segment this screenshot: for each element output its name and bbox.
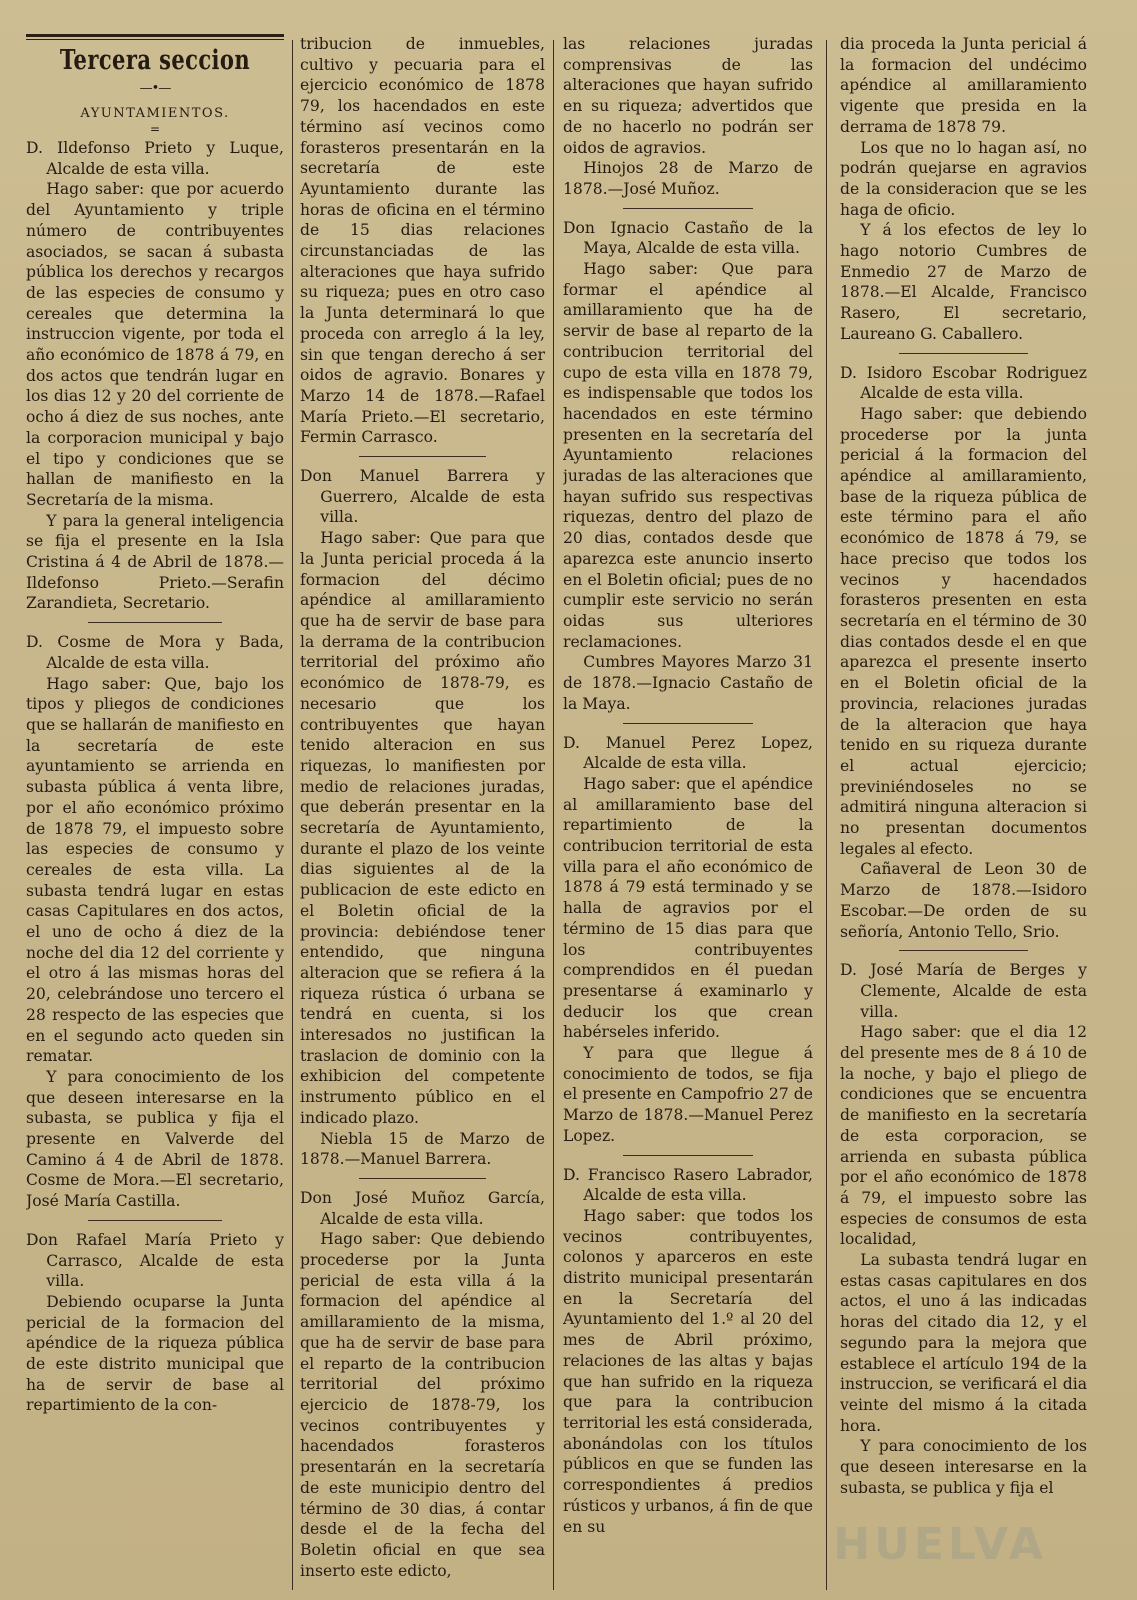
separator bbox=[88, 622, 222, 623]
edict bbox=[26, 138, 284, 614]
edict-body: Los que no lo hagan así, no podrán quejarse en agravios de la consideracion que se les haga de oficio. bbox=[840, 138, 1087, 219]
edict-body: Hago saber: Que para formar el apéndice al amillaramiento que ha de servir de base al reparto de la contribucion territorial del cupo de esta villa en 1878 79, es indispensable que todos los hacendados en este término presenten en la secretaría del Ayuntamiento relaciones juradas de las alteraciones que hayan sufrido sus respectivas riquezas, dentro del plazo de 20 dias, contados desde que aparezca este anuncio inserto en el Boletin oficial; pues de no cumplir este servicio no serán oidas sus ulteriores reclamaciones. bbox=[563, 260, 813, 651]
edict-heading: D. Francisco Rasero Labrador, Alcalde de esta villa. bbox=[563, 1165, 813, 1205]
edict bbox=[563, 733, 813, 1147]
edict-body: Y para conocimiento de los que deseen interesarse en la subasta, se publica y fija el presente en Valverde del Camino á 4 de Abril de 1878. Cosme de Mora.—El secretario, José María Castilla. bbox=[26, 1067, 284, 1211]
edict-heading: D. Isidoro Escobar Rodriguez Alcalde de esta villa. bbox=[840, 363, 1087, 403]
edict-heading: Don Manuel Barrera y Guerrero, Alcalde de esta villa. bbox=[300, 467, 545, 527]
column-2 bbox=[300, 34, 545, 1588]
column-rule bbox=[553, 40, 554, 1590]
separator bbox=[359, 1178, 486, 1179]
edict-heading: Don Ignacio Castaño de la Maya, Alcalde de esta villa. bbox=[563, 218, 813, 258]
edict-heading: D. José María de Berges y Clemente, Alcalde de esta villa. bbox=[840, 961, 1087, 1021]
edict-heading: D. Manuel Perez Lopez, Alcalde de esta villa. bbox=[563, 733, 813, 773]
edict-body: Debiendo ocuparse la Junta pericial de la formacion del apéndice de la riqueza pública de este distrito municipal que ha de servir de base al repartimiento de la con- bbox=[26, 1292, 284, 1415]
edict bbox=[840, 960, 1087, 1498]
edict bbox=[300, 1188, 545, 1581]
column-rule bbox=[292, 40, 293, 1590]
edict-body: Hago saber: Que para que la Junta pericial proceda á la formacion del décimo apéndice al amillaramiento que ha de servir de base para la derrama de la contribucion territorial del próximo año económico de 1878-79, es necesario que los contribuyentes que hayan tenido alteracion en sus riquezas, lo manifiesten por medio de relaciones juradas, que deberán presentar en la secretaría de Ayuntamiento, durante el plazo de los veinte dias siguientes al de la publicacion de este edicto en el Boletin oficial de la provincia: debiéndose tener entendido, que ninguna alteracion que se refiera á la riqueza rústica ó urbana se tendrá en cuenta, si los interesados no justifican la traslacion de dominio con la exhibicion del competente instrumento público en el indicado plazo. bbox=[300, 529, 545, 1127]
column-rule bbox=[826, 40, 827, 1590]
header-rule bbox=[26, 34, 284, 40]
edict-body: Y para que llegue á conocimiento de todos, se fija el presente en Campofrio 27 de Marzo de 1878.—Manuel Perez Lopez. bbox=[563, 1044, 813, 1145]
subheading-ornament: = bbox=[149, 122, 161, 136]
edict-heading: Don José Muñoz García, Alcalde de esta villa. bbox=[300, 1188, 545, 1228]
column-4 bbox=[840, 34, 1087, 1588]
subheading: AYUNTAMIENTOS. bbox=[80, 106, 230, 121]
separator bbox=[359, 456, 486, 457]
separator bbox=[623, 208, 753, 209]
edict-signature: Hinojos 28 de Marzo de 1878.—José Muñoz. bbox=[563, 159, 813, 198]
section-title: Tercera seccion bbox=[59, 45, 251, 76]
separator bbox=[623, 1155, 753, 1156]
edict-signature: Cumbres Mayores Marzo 31 de 1878.—Ignacio Castaño de la Maya. bbox=[563, 653, 813, 713]
edict-body: Y para la general inteligencia se fija el presente en la Isla Cristina á 4 de Abril de 1878.—Ildefonso Prieto.—Serafin Zarandieta, Secretario. bbox=[26, 511, 284, 613]
edict-body: Y á los efectos de ley lo hago notorio Cumbres de Enmedio 27 de Marzo de 1878.—El Alcalde, Francisco Rasero, El secretario, Laureano G. Caballero. bbox=[840, 221, 1087, 343]
edict-body: Hago saber: que el dia 12 del presente mes de 8 á 10 de la noche, y bajo el pliego de condiciones que se encuentra de manifiesto en la secretaría de esta corporacion, se arrienda en subasta pública por el año económico de 1878 á 79, el impuesto sobre las especies de consumos de esta localidad, bbox=[840, 1023, 1087, 1249]
edict-body: dia proceda la Junta pericial á la formacion del undécimo apéndice al amillaramiento vigente que presida en la derrama de 1878 79. bbox=[840, 35, 1087, 136]
column-1 bbox=[26, 34, 284, 1588]
edict-body: Hago saber: que todos los vecinos contribuyentes, colonos y aparceros en este distrito municipal presentarán en la Secretaría del Ayuntamiento del 1.º al 20 del mes de Abril próximo, relaciones de las altas y bajas que han sufrido en la riqueza que para la contribucion territorial les está considerada, abonándolas con los títulos públicos en que se funden las correspondientes á predios rústicos y urbanos, á fin de que en su bbox=[563, 1206, 813, 1536]
edict-body: Hago saber: que el apéndice al amillaramiento base del repartimiento de la contribucion territorial de esta villa para el año económico de 1878 á 79 está terminado y se halla de agravios por el término de 15 dias para que los contribuyentes comprendidos en él puedan presentarse á examinarlo y deducir los que crean habérseles inferido. bbox=[563, 774, 813, 1042]
edict-heading: D. Cosme de Mora y Bada, Alcalde de esta villa. bbox=[26, 633, 284, 672]
ornament: —•— bbox=[139, 81, 171, 96]
edict-body: Hago saber: que por acuerdo del Ayuntamiento y triple número de contribuyentes asociados, se sacan á subasta pública los derechos y recargos de las especies de consumo y cereales que determina la instruccion vigente, por toda el año económico de 1878 á 79, en dos actos que tendrán lugar en los dias 12 y 20 del corriente de ocho á diez de sus noches, ante la corporacion municipal y bajo el tipo y condiciones que se hallan de manifiesto en la Secretaría de la misma. bbox=[26, 180, 284, 509]
edict-body: Hago saber: Que, bajo los tipos y pliegos de condiciones que se hallarán de manifiesto en la secretaría de este ayuntamiento se arrienda en subasta pública á venta libre, por el año económico próximo de 1878 79, el impuesto sobre las especies de consumo y cereales de esta villa. La subasta tendrá lugar en estas casas Capitulares en dos actos, el uno de ocho á diez de la noche del dia 12 del corriente y el otro á las mismas horas del 20, celebrándose uno tercero el 28 respecto de las especies que en el segundo acto queden sin rematar. bbox=[26, 674, 284, 1066]
edict bbox=[563, 218, 813, 715]
edict-body: Hago saber: que debiendo procederse por la junta pericial á la formacion del apéndice al amillaramiento, base de la riqueza pública de este término para el año económico de 1878 á 79, se hace preciso que todos los vecinos y hacendados forasteros presenten en esta secretaría en el término de 30 dias contados desde el en que aparezca el presente inserto en el Boletin oficial de la provincia, relaciones juradas de la alteracion que haya tenido en su riqueza durante el actual ejercicio; previniéndoseles no se admitirá ninguna alteracion si no presentan documentos legales al efecto. bbox=[840, 404, 1087, 858]
edict-body: tribucion de inmuebles, cultivo y pecuaria para el ejercicio económico de 1878 79, los hacendados en este término así vecinos como forasteros presentarán en la secretaría de este Ayuntamiento durante las horas de oficina en el término de 15 dias relaciones circunstanciadas de las alteraciones que haya sufrido su riqueza; pues en otro caso la Junta determinará lo que proceda con arreglo á la ley, sin que tengan derecho á ser oidos de agravio. Bonares y Marzo 14 de 1878.—Rafael María Prieto.—El secretario, Fermin Carrasco. bbox=[300, 35, 545, 447]
edict-body: las relaciones juradas comprensivas de las alteraciones que hayan sufrido en su riqueza; advertidos que de no hacerlo no podrán ser oidos de agravios. bbox=[563, 35, 813, 157]
edict-signature: Cañaveral de Leon 30 de Marzo de 1878.—Isidoro Escobar.—De orden de su señoría, Antonio Tello, Srio. bbox=[840, 860, 1087, 941]
column-3 bbox=[563, 34, 813, 1588]
edict bbox=[563, 1165, 813, 1538]
edict-body: Y para conocimiento de los que deseen interesarse en la subasta, se publica y fija el bbox=[840, 1437, 1087, 1497]
edict-signature: Niebla 15 de Marzo de 1878.—Manuel Barrera. bbox=[300, 1129, 545, 1169]
edict-heading: D. Ildefonso Prieto y Luque, Alcalde de esta villa. bbox=[26, 139, 284, 178]
separator bbox=[899, 353, 1027, 354]
edict-body: La subasta tendrá lugar en estas casas capitulares en dos actos, el uno á las indicadas horas del citado dia 12, y el segundo para la mejora que establece el artículo 194 de la instruccion, se verificará el dia veinte del mismo á la citada hora. bbox=[840, 1251, 1087, 1435]
separator bbox=[899, 950, 1027, 951]
edict bbox=[840, 363, 1087, 943]
edict-heading: Don Rafael María Prieto y Carrasco, Alcalde de esta villa. bbox=[26, 1230, 284, 1291]
separator bbox=[88, 1220, 222, 1221]
edict bbox=[26, 1230, 284, 1416]
separator bbox=[623, 723, 753, 724]
edict-body: Hago saber: Que debiendo procederse por la Junta pericial de esta villa á la formacion del apéndice al amillaramiento de la misma, que ha de servir de base para el reparto de la contribucion territorial del próximo ejercicio de 1878-79, los vecinos contribuyentes y hacendados forasteros presentarán en la secretaría de este municipio dentro del término de 30 dias, á contar desde el de la fecha del Boletin oficial en que sea inserto este edicto, bbox=[300, 1230, 545, 1580]
edict bbox=[26, 632, 284, 1212]
watermark-stamp: HUELVA bbox=[833, 1519, 1047, 1570]
edict bbox=[300, 466, 545, 1170]
